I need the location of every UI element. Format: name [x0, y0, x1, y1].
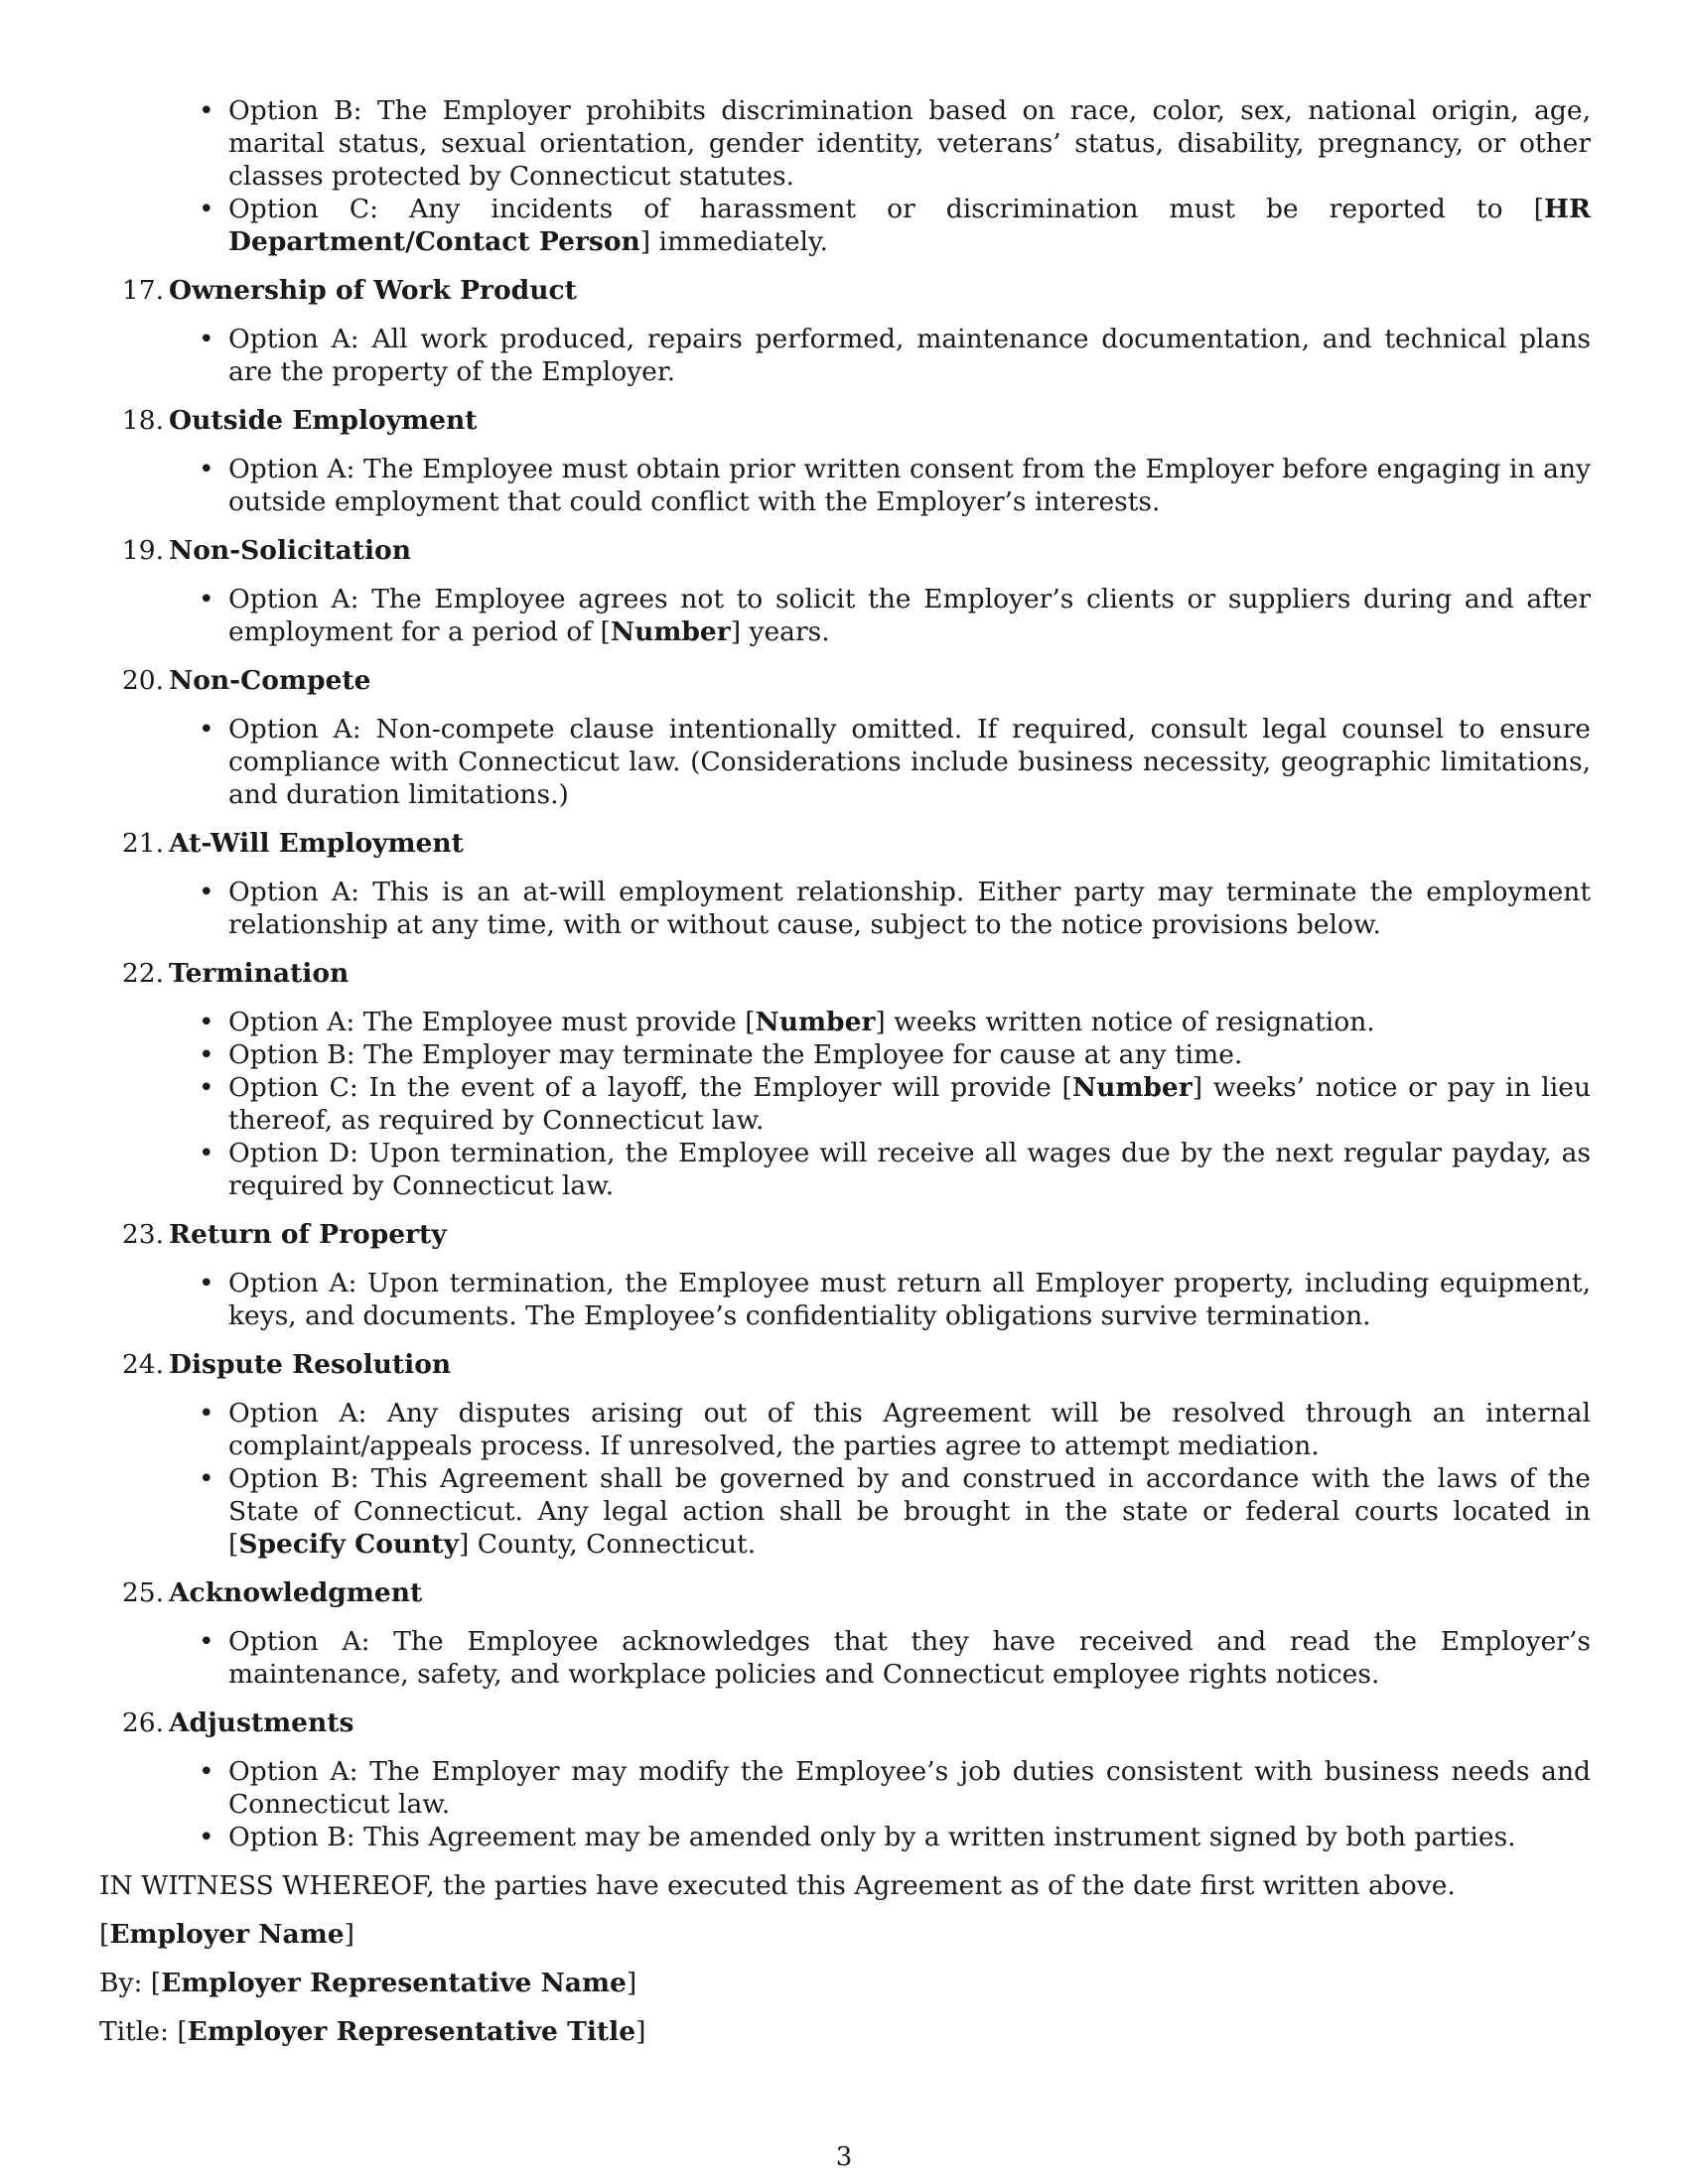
- section-title: Return of Property: [169, 1219, 447, 1250]
- section-options: [99, 1397, 1591, 1561]
- section-title: Ownership of Work Product: [169, 275, 577, 306]
- option-item: [99, 876, 1591, 941]
- title-line: Title: [Employer Representative Title]: [99, 2016, 646, 2047]
- placeholder-text: Number: [1071, 1072, 1193, 1103]
- option-item: [99, 1006, 1591, 1038]
- section-number: 25.: [121, 1577, 164, 1608]
- section-number: 18.: [121, 405, 164, 436]
- option-item: [99, 1397, 1591, 1462]
- section-number: 22.: [121, 958, 164, 989]
- section: [99, 827, 1591, 941]
- option-item: [99, 1038, 1591, 1071]
- section-heading: [99, 1706, 1591, 1739]
- option-text: ] weeks’ notice or pay in lieu thereof, as required by Connecticut law.: [228, 1072, 1592, 1136]
- section-heading: [99, 957, 1591, 990]
- section-heading: [99, 534, 1591, 567]
- placeholder-text: Number: [610, 616, 731, 647]
- option-text: Option B: This Agreement may be amended only by a written instrument signed by both parties.: [228, 1822, 1516, 1852]
- section-title: Non-Compete: [169, 665, 371, 696]
- section-number: 20.: [121, 665, 164, 696]
- section-title: Outside Employment: [169, 405, 478, 436]
- section-options: [99, 1267, 1591, 1332]
- option-text: Option A: All work produced, repairs performed, maintenance documentation, and technical plans are the property of the Employer.: [228, 324, 1591, 387]
- option-text: Option A: The Employer may modify the Employee’s job duties consistent with business needs and Connecticut law.: [228, 1756, 1591, 1820]
- option-item: [99, 323, 1591, 388]
- option-text: ] immediately.: [639, 226, 828, 257]
- document-page: [99, 94, 1591, 2048]
- sections-list: [99, 274, 1591, 1853]
- section-heading: [99, 1218, 1591, 1251]
- section: [99, 664, 1591, 811]
- section: [99, 404, 1591, 518]
- option-item: [99, 94, 1591, 193]
- option-item: [99, 1821, 1591, 1853]
- option-text: Option A: The Employee must obtain prior written consent from the Employer before engaging in any outside employment that could conflict with the Employer’s interests.: [228, 454, 1591, 517]
- section-options: [99, 323, 1591, 388]
- option-item: [99, 193, 1591, 258]
- option-item: [99, 1267, 1591, 1332]
- section-heading: [99, 274, 1591, 307]
- option-text: [: [1533, 194, 1544, 224]
- section-options: [99, 1006, 1591, 1202]
- section-title: Acknowledgment: [169, 1577, 423, 1608]
- section-heading: [99, 827, 1591, 860]
- section-title: Dispute Resolution: [169, 1349, 452, 1380]
- section-options: [99, 713, 1591, 811]
- witness-statement: IN WITNESS WHEREOF, the parties have executed this Agreement as of the date first written above.: [99, 1870, 1456, 1901]
- title-label: Title:: [99, 2016, 169, 2047]
- option-text: Option A: Any disputes arising out of this Agreement will be resolved through an internal complaint/appeals process. If unresolved, the parties agree to attempt mediation.: [228, 1398, 1591, 1461]
- section: [99, 1218, 1591, 1332]
- option-item: [99, 1462, 1591, 1561]
- section-number: 19.: [121, 535, 164, 566]
- section: [99, 957, 1591, 1202]
- section-heading: [99, 404, 1591, 437]
- section-heading: [99, 1348, 1591, 1381]
- option-text: Option A: The Employee acknowledges that they have received and read the Employer’s maintenance, safety, and workplace policies and Connecticut employee rights notices.: [228, 1626, 1591, 1690]
- option-item: [99, 1071, 1591, 1137]
- section-number: 17.: [121, 275, 164, 306]
- option-text: ] years.: [730, 616, 830, 647]
- option-text: Option B: The Employer may terminate the Employee for cause at any time.: [228, 1039, 1243, 1070]
- section-number: 24.: [121, 1349, 164, 1380]
- section-title: Adjustments: [169, 1707, 354, 1738]
- section-title: Non-Solicitation: [169, 535, 411, 566]
- by-line: By: [Employer Representative Name]: [99, 1968, 637, 1998]
- option-text: Option B: This Agreement shall be governed by and construed in accordance with the laws of the State of Connecticut. Any legal action shall be brought in the state or federal courts located in [: [228, 1463, 1591, 1560]
- option-text: Option A: This is an at-will employment relationship. Either party may terminate the employment relationship at any time, with or without cause, subject to the notice provisions below.: [228, 877, 1591, 940]
- section-number: 21.: [121, 828, 164, 859]
- page-number: 3: [835, 2142, 853, 2172]
- section-options: [99, 583, 1591, 648]
- section: [99, 1576, 1591, 1691]
- employer-name: Employer Name: [109, 1919, 345, 1950]
- option-text: Option D: Upon termination, the Employee will receive all wages due by the next regular payday, as required by Connecticut law.: [228, 1138, 1591, 1201]
- section-options: [99, 1625, 1591, 1691]
- section-number: 26.: [121, 1707, 164, 1738]
- section-options: [99, 876, 1591, 941]
- section-title: Termination: [169, 958, 350, 989]
- option-item: [99, 1755, 1591, 1821]
- option-text: ] County, Connecticut.: [459, 1529, 757, 1560]
- placeholder-text: Specify County: [238, 1529, 460, 1560]
- option-item: [99, 453, 1591, 518]
- option-text: ] weeks written notice of resignation.: [875, 1007, 1375, 1037]
- option-text: Option A: The Employee must provide [: [228, 1007, 756, 1037]
- option-text: Option C: Any incidents of harassment or discrimination must be reported to: [228, 194, 1534, 224]
- placeholder-text: HR Department/Contact Person: [228, 194, 1591, 257]
- option-text: Option A: Non-compete clause intentionally omitted. If required, consult legal counsel to ensure compliance with Connecticut law. (Considerations include business necessity, geographic limitations, and duration limitations.): [228, 714, 1591, 810]
- section: [99, 1706, 1591, 1853]
- option-item: [99, 583, 1591, 648]
- by-label: By:: [99, 1968, 143, 1998]
- section-title: At-Will Employment: [169, 828, 464, 859]
- continued-options-list: [99, 94, 1591, 258]
- option-item: [99, 1137, 1591, 1202]
- section-options: [99, 453, 1591, 518]
- rep-name: Employer Representative Name: [161, 1968, 627, 1998]
- option-item: [99, 1625, 1591, 1691]
- rep-title: Employer Representative Title: [187, 2016, 636, 2047]
- option-text: Option B: The Employer prohibits discrimination based on race, color, sex, national origin, age, marital status, sexual orientation, gender identity, veterans’ status, disability, pregnancy, or other classes protected by Connecticut statutes.: [228, 95, 1591, 192]
- option-text: Option A: Upon termination, the Employee must return all Employer property, including equipment, keys, and documents. The Employee’s confidentiality obligations survive termination.: [228, 1268, 1591, 1331]
- section-heading: [99, 1576, 1591, 1609]
- employer-name-line: [Employer Name]: [99, 1919, 354, 1950]
- section: [99, 274, 1591, 388]
- section: [99, 534, 1591, 648]
- placeholder-text: Number: [755, 1007, 876, 1037]
- option-item: [99, 713, 1591, 811]
- section-heading: [99, 664, 1591, 697]
- section-number: 23.: [121, 1219, 164, 1250]
- option-text: Option A: The Employee agrees not to solicit the Employer’s clients or suppliers during and after employment for a period of [: [228, 584, 1591, 647]
- section-options: [99, 1755, 1591, 1853]
- section: [99, 1348, 1591, 1561]
- option-text: Option C: In the event of a layoff, the Employer will provide [: [228, 1072, 1072, 1103]
